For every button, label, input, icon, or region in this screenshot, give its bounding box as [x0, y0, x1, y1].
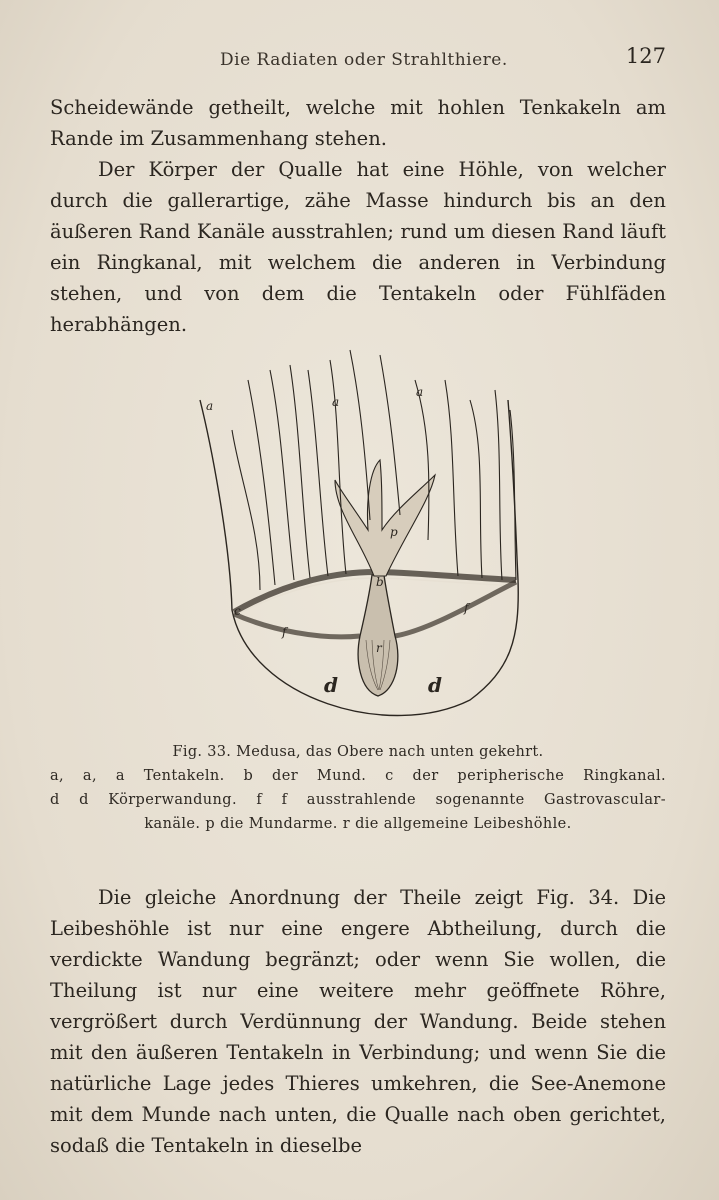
- canal-right: [395, 582, 516, 636]
- caption-line-3: kanäle. p die Mundarme. r die allgemeine Leibeshöhle.: [144, 816, 572, 832]
- figure-caption: [50, 740, 666, 836]
- paragraph-1: Scheidewände getheilt, welche mit hohlen Tenkakeln am Rande im Zusammenhang stehen.: [50, 96, 666, 150]
- canal-left: [234, 614, 360, 637]
- label-p: p: [390, 525, 398, 539]
- label-d-left: d: [324, 673, 338, 697]
- label-b: b: [376, 575, 384, 589]
- label-f-left: f: [282, 625, 287, 639]
- label-f-right: f: [464, 601, 469, 615]
- page-number: 127: [625, 44, 666, 68]
- label-c: c: [234, 604, 241, 618]
- caption-line-2: d d Körperwandung. f f ausstrahlende sogenannte Gastrovascular-: [50, 792, 666, 808]
- medusa-figure: [190, 340, 530, 740]
- paragraph-3: Die gleiche Anordnung der Theile zeigt Fig. 34. Die Leibeshöhle ist nur eine engere Abtheilung, durch die verdickte Wandung begränzt; oder wenn Sie wollen, die Theilung ist nur eine weitere mehr geöffnete Röhre, vergrößert durch Verdünnung der Wandung. Beide stehen mit den äußeren Tentakeln in Verbindung; und wenn Sie die natürliche Lage jedes Thieres umkehren, die See-Anemone mit dem Munde nach unten, die Qualle nach oben gerichtet, sodaß die Tentakeln in dieselbe: [50, 886, 666, 1157]
- label-a-middle: a: [332, 395, 340, 409]
- oral-arm-left: [335, 460, 435, 576]
- body-cavity: [358, 575, 398, 696]
- label-a-right: a: [416, 385, 424, 399]
- running-head: [50, 44, 670, 74]
- caption-line-1: a, a, a Tentakeln. b der Mund. c der peripherische Ringkanal.: [50, 768, 666, 784]
- label-r: r: [376, 641, 382, 655]
- paragraph-2: Der Körper der Qualle hat eine Höhle, von welcher durch die gallerartige, zähe Masse hindurch bis an den äußeren Rand Kanäle ausstrahlen; rund um diesen Rand läuft ein Ringkanal, mit welchem die anderen in Verbindung stehen, und von dem die Tentakeln oder Fühlfäden herabhängen.: [50, 158, 666, 336]
- medusa-illustration: [190, 340, 530, 740]
- running-title: Die Radiaten oder Strahlthiere.: [220, 50, 508, 70]
- caption-title: Fig. 33. Medusa, das Obere nach unten gekehrt.: [172, 744, 544, 760]
- label-a-left: a: [206, 399, 214, 413]
- body-text-bottom: [50, 882, 666, 1161]
- body-text-top: [50, 92, 666, 340]
- label-d-right: d: [428, 673, 442, 697]
